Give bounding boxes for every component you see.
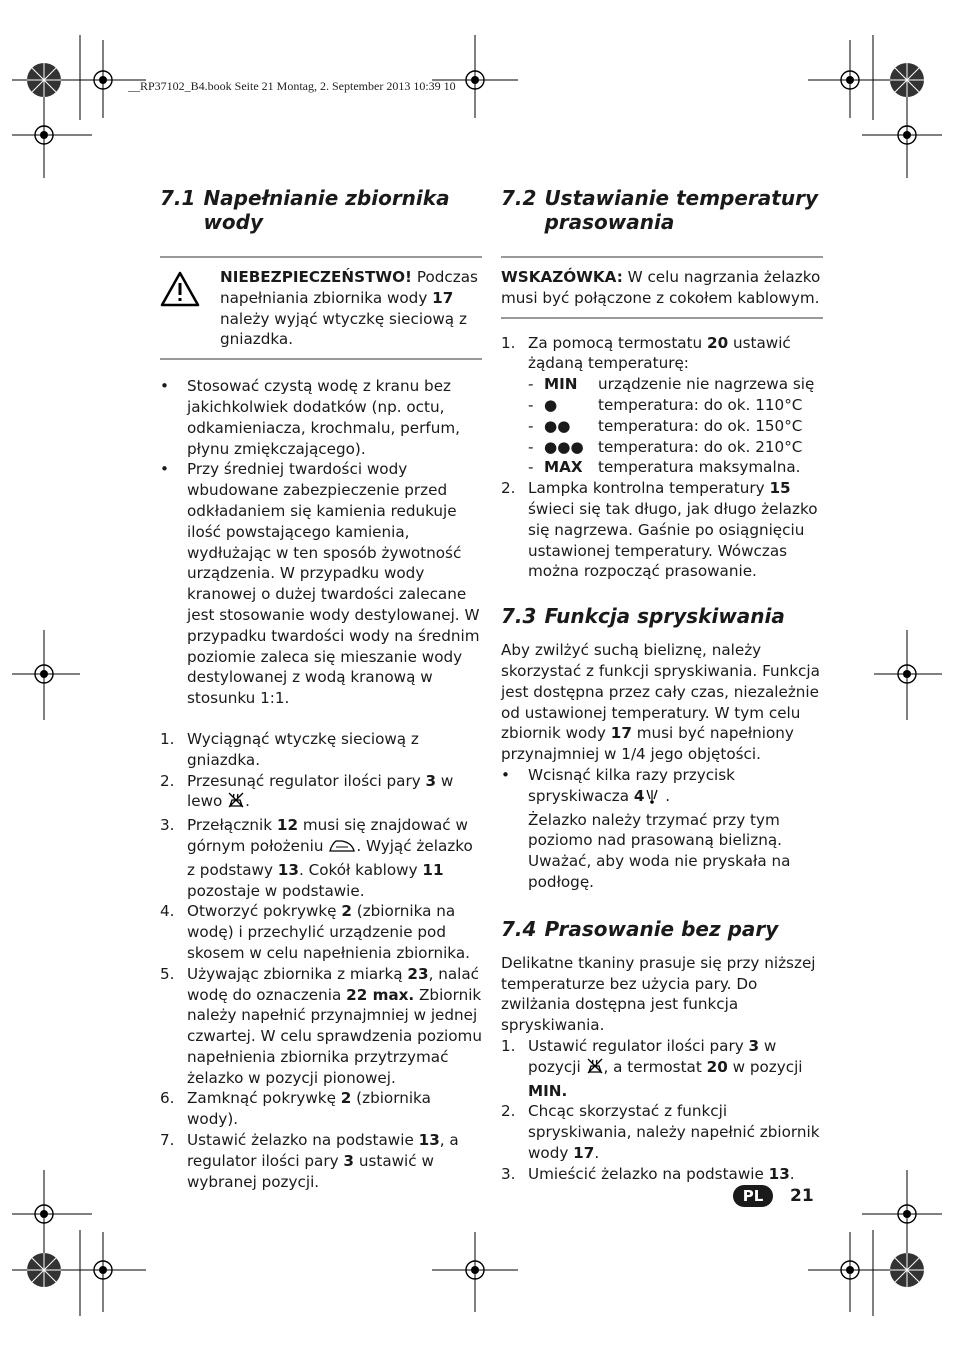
list-item: 6. Zamknąć pokrywkę 2 (zbiornika wody). [160,1089,431,1129]
list-item: 1. Wyciągnąć wtyczkę sieciową z gniazdka. [160,729,419,769]
list-item: 2. Chcąc skorzystać z funkcji spryskiwania, należy napełnić zbiornik wody 17. [501,1102,820,1162]
temperature-level: - ● temperatura: do ok. 110°C [528,395,803,414]
spray-bullets [501,765,823,893]
iron-horizontal-icon [328,838,356,860]
list-item: 4. Otworzyć pokrywkę 2 (zbiornika na wodę) i przechylić urządzenie pod skosem w celu napełnienia zbiornika. [160,902,470,962]
language-badge: PL [733,1185,773,1207]
spray-paragraph: Aby zwilżyć suchą bieliznę, należy skorzystać z funkcji spryskiwania. Funkcja jest dostępna przez cały czas, niezależnie od ustawionej temperatury. W tym celu zbiornik wody 17 musi być napełniony przynajmniej w 1/4 jego objętości. [501,641,820,764]
list-item: • Przy średniej twardości wody wbudowane zabezpieczenie przed odkładaniem się kamienia redukuje ilość powstającego kamienia, wydłużając w ten sposób żywotność urządzenia. W przypadku wody kranowej o dużej twardości zalecane jest stosowanie wody destylowanej. W przypadku twardości wody na średnim poziomie zaleca się mieszanie wody destylowanej z wodą kranową w stosunku 1:1. [160,460,480,708]
temperature-steps [501,333,823,583]
note-box [501,256,823,319]
page-number: 21 [790,1186,814,1206]
dry-iron-steps [501,1036,823,1185]
danger-text: NIEBEZPIECZEŃSTWO! Podczas napełniania zbiornika wody 17 należy wyjąć wtyczkę sieciową z gniazdka. [220,268,478,349]
left-column [160,186,482,1192]
note-text: WSKAZÓWKA: W celu nagrzania żelazko musi być połączone z cokołem kablowym. [501,268,821,307]
section-heading-7-1: 7.1 Napełnianie zbiornika wody [160,186,450,234]
list-item: 5. Używając zbiornika z miarką 23, nalać wodę do oznaczenia 22 max. Zbiornik należy napełnić przynajmniej w jednej czwartej. W celu sprawdzenia poziomu napełnienia zbiornika przytrzymać żelazko w pozycji pionowej. [160,964,482,1087]
temperature-level: - MAX temperatura maksymalna. [528,458,801,477]
list-item: 2. Przesunąć regulator ilości pary 3 w lewo . [160,771,482,816]
list-item: 3. Przełącznik 12 musi się znajdować w górnym położeniu . Wyjąć żelazko z podstawy 13. Cokół kablowy 11 pozostaje w podstawie. [160,816,473,900]
list-item: 1. Ustawić regulator ilości pary 3 w pozycji , a termostat 20 w pozycji MIN. [501,1036,803,1100]
warning-triangle-icon [160,267,220,350]
list-item: 7. Ustawić żelazko na podstawie 13, a regulator ilości pary 3 ustawić w wybranej pozycji. [160,1131,459,1191]
list-item: 2. Lampka kontrolna temperatury 15 świeci się tak długo, jak długo żelazko się nagrzewa. Gaśnie po osiągnięciu ustawionej temperatury. Wówczas można rozpocząć prasowanie. [501,479,818,581]
list-item: • Wcisnąć kilka razy przycisk spryskiwacza 4 . Żelazko należy trzymać przy tym poziomo nad prasowaną bielizną. Uważać, aby woda nie pryskała na podłogę. [501,765,791,891]
temperature-level: - ●● temperatura: do ok. 150°C [528,416,803,435]
section-heading-7-3: 7.3 Funkcja spryskiwania [501,604,785,629]
dry-iron-paragraph: Delikatne tkaniny prasuje się przy niższej temperaturze bez użycia pary. Do zwilżania dostępna jest funkcja spryskiwania. [501,953,816,1035]
print-header: __RP37102_B4.book Seite 21 Montag, 2. September 2013 10:39 10 [128,79,456,93]
temperature-level: - MIN urządzenie nie nagrzewa się [528,375,815,394]
right-column [501,186,823,1184]
temperature-level: - ●●● temperatura: do ok. 210°C [528,437,803,456]
danger-box [160,256,482,360]
steam-off-icon [586,1057,604,1081]
list-item: • Stosować czystą wodę z kranu bez jakichkolwiek dodatków (np. octu, odkamieniacza, krochmalu, perfum, płynu zmiękczającego). [160,377,460,458]
list-item: 1. Za pomocą termostatu 20 ustawić żądaną temperaturę: - MIN urządzenie nie nagrzewa się - ● temperatura: do ok. 110°C - ●● temperatura: do ok. 150°C - ●●● temperatura: do ok. 210°C - MAX temperatura maksymalna. [501,333,823,479]
spray-icon [644,786,660,810]
bullet-list [160,376,482,709]
section-heading-7-4: 7.4 Prasowanie bez pary [501,916,779,941]
steps-list [160,729,482,1193]
list-item: 3. Umieścić żelazko na podstawie 13. [501,1164,795,1183]
section-heading-7-2: 7.2 Ustawianie temperatury prasowania [501,186,818,234]
steam-off-icon [227,791,245,815]
temperature-levels [528,374,823,478]
